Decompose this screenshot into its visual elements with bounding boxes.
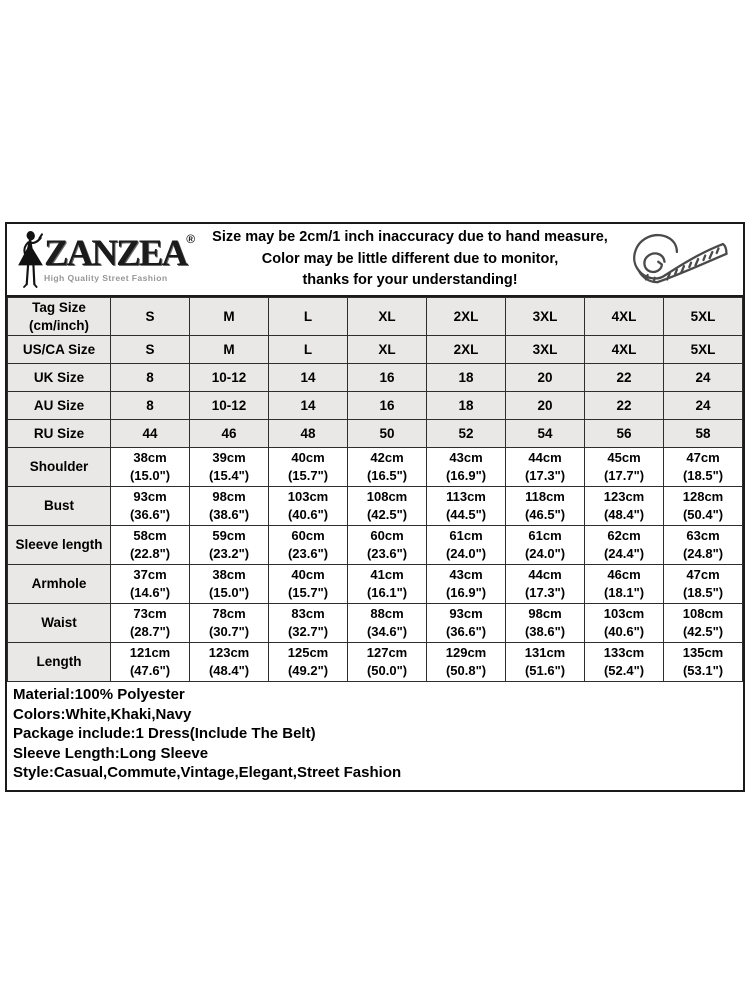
measurement-row [8, 643, 743, 682]
cm-value: 93cm [133, 489, 167, 505]
cm-value: 103cm [603, 606, 645, 622]
measurement-cell [190, 526, 269, 565]
cm-value: 43cm [449, 450, 483, 466]
cm-value: 73cm [133, 606, 167, 622]
inch-value: (38.6") [208, 507, 250, 522]
brand-name: ZANZEA [44, 233, 187, 275]
inch-value: (53.1") [682, 663, 724, 678]
disclaimer-line: thanks for your understanding! [302, 272, 518, 289]
size-cell: XL [348, 336, 427, 364]
disclaimer-line: Color may be little different due to monitor, [261, 250, 559, 267]
cm-value: 47cm [686, 567, 720, 583]
inch-value: (15.7") [287, 585, 329, 600]
measurement-cell [427, 448, 506, 487]
size-cell: 24 [664, 364, 743, 392]
inch-value: (48.4") [208, 663, 250, 678]
measurement-row [8, 604, 743, 643]
cm-value: 88cm [370, 606, 404, 622]
measurement-cell [506, 565, 585, 604]
size-cell: 10-12 [190, 364, 269, 392]
cm-value: 46cm [607, 567, 641, 583]
cm-value: 40cm [291, 450, 325, 466]
cm-value: 118cm [525, 489, 565, 505]
cm-value: 131cm [524, 645, 566, 661]
inch-value: (24.8") [682, 546, 724, 561]
size-cell: 44 [111, 420, 190, 448]
cm-value: 125cm [287, 645, 329, 661]
measurement-cell [664, 604, 743, 643]
size-row [8, 420, 743, 448]
size-cell: M [190, 336, 269, 364]
size-cell: 3XL [506, 298, 585, 336]
size-cell: XL [348, 298, 427, 336]
inch-value: (18.1") [603, 585, 645, 600]
measurement-cell [269, 643, 348, 682]
inch-value: (38.6") [524, 624, 566, 639]
measurement-cell [506, 643, 585, 682]
cm-value: 129cm [445, 645, 487, 661]
inch-value: (52.4") [603, 663, 645, 678]
inch-value: (18.5") [682, 585, 724, 600]
inch-value: (40.6") [287, 507, 329, 522]
cm-value: 60cm [291, 528, 325, 544]
cm-value: 47cm [686, 450, 720, 466]
measurement-cell [585, 604, 664, 643]
size-table [7, 297, 743, 682]
inch-value: (34.6") [366, 624, 408, 639]
measurement-row [8, 526, 743, 565]
measurement-cell [585, 448, 664, 487]
cm-value: 60cm [370, 528, 404, 544]
measurement-cell [506, 448, 585, 487]
measurement-cell [348, 643, 427, 682]
measurement-cell [585, 565, 664, 604]
disclaimer-line: Size may be 2cm/1 inch inaccuracy due to hand measure, [212, 228, 608, 245]
chart-header [7, 224, 743, 297]
cm-value: 41cm [370, 567, 404, 583]
measurement-cell [585, 643, 664, 682]
cm-value: 61cm [528, 528, 562, 544]
size-cell: 2XL [427, 336, 506, 364]
measurement-cell [111, 487, 190, 526]
inch-value: (36.6") [445, 624, 487, 639]
measurement-cell [348, 448, 427, 487]
measurement-cell [506, 487, 585, 526]
measurement-cell [348, 604, 427, 643]
size-cell: 8 [111, 392, 190, 420]
cm-value: 45cm [607, 450, 641, 466]
inch-value: (15.7") [287, 468, 329, 483]
measurement-cell [348, 487, 427, 526]
measurement-cell [190, 487, 269, 526]
measurement-cell [427, 643, 506, 682]
size-cell: 48 [269, 420, 348, 448]
size-cell: 52 [427, 420, 506, 448]
cm-value: 127cm [366, 645, 408, 661]
size-cell: 8 [111, 364, 190, 392]
measurement-cell [585, 526, 664, 565]
size-cell: 14 [269, 392, 348, 420]
measurement-cell [427, 565, 506, 604]
cm-value: 123cm [208, 645, 250, 661]
measurement-row [8, 448, 743, 487]
inch-value: (15.4") [208, 468, 250, 483]
detail-line: Sleeve Length:Long Sleeve [13, 744, 209, 762]
size-cell: 22 [585, 392, 664, 420]
inch-value: (16.1") [366, 585, 408, 600]
inch-value: (15.0") [129, 468, 171, 483]
size-cell: S [111, 336, 190, 364]
brand-tagline: High Quality Street Fashion [44, 272, 168, 283]
cm-value: 93cm [449, 606, 483, 622]
inch-value: (23.6") [287, 546, 329, 561]
inch-value: (46.5") [524, 507, 566, 522]
measurement-cell [585, 487, 664, 526]
row-label-line: (cm/inch) [28, 317, 89, 333]
size-chart-sheet [5, 222, 745, 792]
measurement-cell [506, 604, 585, 643]
cm-value: 59cm [212, 528, 246, 544]
size-row [8, 336, 743, 364]
inch-value: (44.5") [445, 507, 487, 522]
measurement-cell [111, 526, 190, 565]
inch-value: (16.5") [366, 468, 408, 483]
size-cell: L [269, 298, 348, 336]
inch-value: (49.2") [287, 663, 329, 678]
inch-value: (48.4") [603, 507, 645, 522]
measurement-cell [427, 604, 506, 643]
cm-value: 123cm [603, 489, 645, 505]
disclaimer-text [203, 227, 617, 292]
inch-value: (50.8") [445, 663, 487, 678]
size-cell: 4XL [585, 336, 664, 364]
cm-value: 39cm [212, 450, 246, 466]
measurement-cell [111, 604, 190, 643]
cm-value: 38cm [212, 567, 246, 583]
row-label: US/CA Size [8, 336, 111, 364]
product-details [7, 682, 743, 790]
inch-value: (14.6") [129, 585, 171, 600]
inch-value: (17.3") [524, 585, 566, 600]
inch-value: (16.9") [445, 468, 487, 483]
measurement-cell [190, 643, 269, 682]
cm-value: 98cm [528, 606, 562, 622]
cm-value: 128cm [682, 489, 724, 505]
inch-value: (42.5") [366, 507, 408, 522]
size-cell: 2XL [427, 298, 506, 336]
size-cell: 16 [348, 364, 427, 392]
cm-value: 44cm [528, 567, 562, 583]
inch-value: (23.2") [208, 546, 250, 561]
registered-mark: ® [186, 232, 196, 247]
detail-line: Package include:1 Dress(Include The Belt) [13, 725, 316, 742]
inch-value: (15.0") [208, 585, 250, 600]
measurement-cell [506, 526, 585, 565]
row-label: Armhole [8, 565, 111, 604]
cm-value: 62cm [607, 528, 641, 544]
inch-value: (16.9") [445, 585, 487, 600]
row-label: RU Size [8, 420, 111, 448]
inch-value: (51.6") [524, 663, 566, 678]
inch-value: (24.0") [445, 546, 487, 561]
row-label: Bust [8, 487, 111, 526]
row-label [8, 298, 111, 336]
cm-value: 38cm [133, 450, 167, 466]
inch-value: (32.7") [287, 624, 329, 639]
size-cell: 5XL [664, 298, 743, 336]
measurement-row [8, 565, 743, 604]
measurement-cell [111, 643, 190, 682]
measurement-cell [269, 604, 348, 643]
row-label: Shoulder [8, 448, 111, 487]
cm-value: 108cm [682, 606, 724, 622]
size-cell: 18 [427, 392, 506, 420]
size-cell: 58 [664, 420, 743, 448]
inch-value: (28.7") [129, 624, 171, 639]
cm-value: 58cm [133, 528, 167, 544]
size-cell: 20 [506, 364, 585, 392]
cm-value: 83cm [291, 606, 325, 622]
row-label: Sleeve length [8, 526, 111, 565]
inch-value: (50.0") [366, 663, 408, 678]
size-cell: 46 [190, 420, 269, 448]
measurement-cell [348, 526, 427, 565]
measurement-cell [269, 526, 348, 565]
cm-value: 61cm [449, 528, 483, 544]
measurement-cell [190, 448, 269, 487]
measurement-cell [269, 487, 348, 526]
measuring-tape-icon [617, 229, 735, 291]
size-cell: 16 [348, 392, 427, 420]
row-label: Waist [8, 604, 111, 643]
cm-value: 78cm [212, 606, 246, 622]
cm-value: 108cm [366, 489, 408, 505]
measurement-cell [269, 565, 348, 604]
cm-value: 40cm [291, 567, 325, 583]
inch-value: (47.6") [129, 663, 171, 678]
size-cell: 5XL [664, 336, 743, 364]
row-label-line: Tag Size [32, 299, 86, 315]
cm-value: 42cm [370, 450, 404, 466]
inch-value: (36.6") [129, 507, 171, 522]
cm-value: 133cm [603, 645, 645, 661]
measurement-cell [664, 526, 743, 565]
measurement-cell [111, 448, 190, 487]
cm-value: 113cm [446, 489, 486, 505]
size-cell: 4XL [585, 298, 664, 336]
size-row [8, 392, 743, 420]
measurement-cell [427, 487, 506, 526]
cm-value: 44cm [528, 450, 562, 466]
size-cell: 54 [506, 420, 585, 448]
cm-value: 135cm [682, 645, 724, 661]
detail-line: Colors:White,Khaki,Navy [13, 705, 192, 723]
cm-value: 121cm [129, 645, 171, 661]
inch-value: (30.7") [208, 624, 250, 639]
size-cell: 20 [506, 392, 585, 420]
size-cell: 10-12 [190, 392, 269, 420]
row-label: Length [8, 643, 111, 682]
cm-value: 63cm [686, 528, 720, 544]
size-row [8, 364, 743, 392]
detail-line: Style:Casual,Commute,Vintage,Elegant,Street Fashion [13, 764, 402, 781]
cm-value: 37cm [133, 567, 167, 583]
measurement-cell [664, 448, 743, 487]
inch-value: (42.5") [682, 624, 724, 639]
zanzea-logo [15, 229, 203, 291]
size-cell: 24 [664, 392, 743, 420]
measurement-cell [664, 487, 743, 526]
measurement-cell [269, 448, 348, 487]
size-cell: S [111, 298, 190, 336]
size-cell: L [269, 336, 348, 364]
row-label: AU Size [8, 392, 111, 420]
size-cell: 22 [585, 364, 664, 392]
measurement-cell [111, 565, 190, 604]
cm-value: 98cm [212, 489, 246, 505]
measurement-cell [664, 565, 743, 604]
detail-line: Material:100% Polyester [13, 686, 185, 703]
size-cell: 18 [427, 364, 506, 392]
inch-value: (23.6") [366, 546, 408, 561]
size-row [8, 298, 743, 336]
size-cell: M [190, 298, 269, 336]
measurement-cell [190, 565, 269, 604]
size-cell: 50 [348, 420, 427, 448]
size-cell: 56 [585, 420, 664, 448]
measurement-cell [427, 526, 506, 565]
cm-value: 43cm [449, 567, 483, 583]
measurement-row [8, 487, 743, 526]
inch-value: (24.0") [524, 546, 566, 561]
size-cell: 3XL [506, 336, 585, 364]
inch-value: (50.4") [682, 507, 724, 522]
inch-value: (24.4") [603, 546, 645, 561]
measurement-cell [348, 565, 427, 604]
inch-value: (17.3") [524, 468, 566, 483]
size-cell: 14 [269, 364, 348, 392]
inch-value: (40.6") [603, 624, 645, 639]
row-label: UK Size [8, 364, 111, 392]
inch-value: (18.5") [682, 468, 724, 483]
inch-value: (22.8") [129, 546, 171, 561]
measurement-cell [190, 604, 269, 643]
inch-value: (17.7") [603, 468, 645, 483]
measurement-cell [664, 643, 743, 682]
cm-value: 103cm [287, 489, 329, 505]
